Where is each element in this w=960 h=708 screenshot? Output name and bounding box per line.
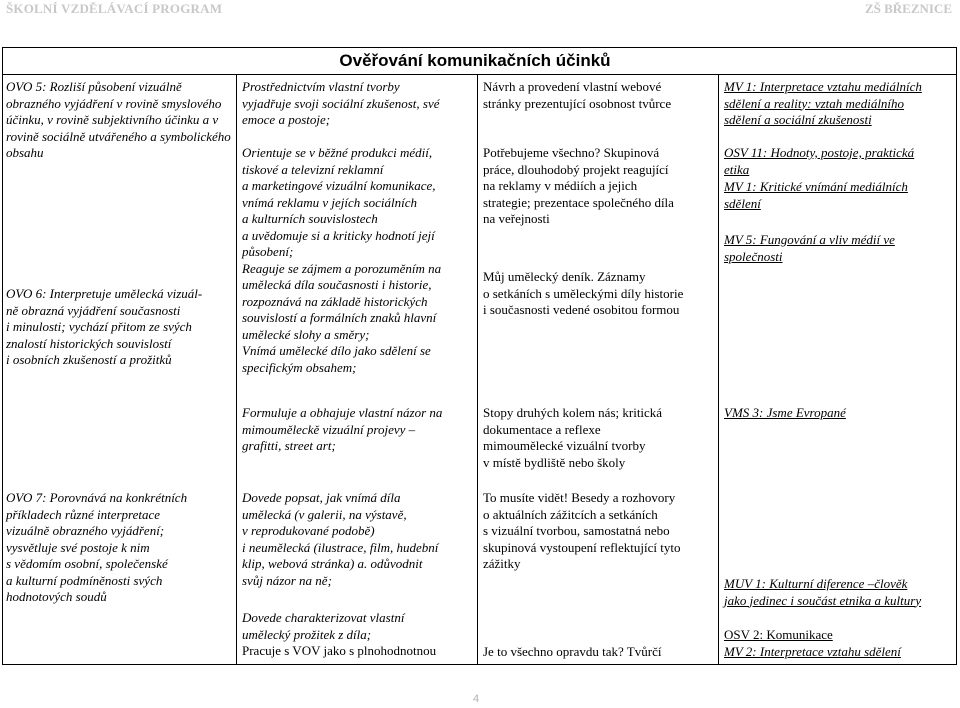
text-line: Dovede charakterizovat vlastní [242,610,405,625]
text-line: umělecké slohy a směry; [242,326,370,342]
text-line: Reaguje se zájmem a porozuměním na [242,260,442,276]
text-line: strategie; prezentace společného díla [483,194,674,210]
text-line: Vnímá umělecké dílo jako sdělení se [242,343,431,358]
text-line: a kulturních souvislostech [242,211,378,226]
activity-block [483,269,717,319]
text-line: sdělení a reality: vztah mediálního [724,95,905,111]
text-line: zážitky [483,556,521,571]
text-line: práce, dlouhodobý projekt reagující [483,161,669,177]
text-line: vizuálně obrazného vyjádření; [6,523,165,538]
text-line: i současnosti vedené osobitou formou [483,302,680,317]
text-line: v místě bydliště nebo školy [483,454,626,470]
activity-block: Je to všechno opravdu tak? Tvůrčí [483,644,662,659]
text-line: mimouměleckě vizuální projevy – [242,421,416,437]
text-line: MV 5: Fungování a vliv médií ve [724,232,895,247]
cross-topic-link[interactable]: MV 2: Interpretace vztahu sdělení [724,644,901,659]
text-line: OVO 6: Interpretuje umělecká vizuál- [6,286,203,301]
cross-topic-link[interactable] [724,179,956,212]
text-line: Prostřednictvím vlastní tvorby [242,79,400,94]
text-line: umělecký prožitek z díla; [242,626,372,642]
column-divider [718,74,719,665]
text-line: i minulosti; vychází přitom ze svých [6,319,192,334]
text-line: znalostí historických souvislostí [6,335,172,351]
title-divider [2,74,957,75]
text-line: souvislostí a formálních znaků hlavní [242,310,437,325]
column-divider [477,74,478,665]
text-line: Formuluje a obhajuje vlastní názor na [242,405,443,420]
text-line: ně obrazná vyjádření současnosti [6,302,181,318]
cross-topic-link[interactable] [724,79,956,129]
ovo7-outcome [6,490,232,606]
activity-block [483,79,717,112]
text-line: a uvědomuje si a kriticky hodnotí její [242,227,435,243]
table-title: Ověřování komunikačních účinků [339,51,611,70]
text-line: na veřejnosti [483,211,550,226]
text-line: o aktuálních zážitcích a setkáních [483,506,658,522]
expected-outcome-block [242,490,476,589]
text-line: OVO 7: Porovnává na konkrétních [6,490,188,505]
text-line: Stopy druhých kolem nás; kritická [483,405,663,420]
expected-outcome-block [242,145,476,376]
text-line: společnosti [724,248,783,264]
ovo6-outcome [6,286,232,369]
text-line: jako jedinec i součást etnika a kultury [724,592,922,608]
text-line: na reklamy v médiích a jejich [483,178,638,193]
text-line: MV 1: Interpretace vztahu mediálních [724,79,922,94]
text-line: i neumělecká (ilustrace, film, hudební [242,539,439,555]
text-line: MUV 1: Kulturní diference –člověk [724,576,908,591]
column-divider [236,74,237,665]
text-line: působení; [242,244,294,259]
text-line: Návrh a provedení vlastní webové [483,79,662,94]
header-school-program: ŠKOLNÍ VZDĚLÁVACÍ PROGRAM [6,1,223,16]
text-line: hodnotových soudů [6,589,107,604]
text-line: Pracuje s VOV jako s plnohodnotnou [242,643,437,658]
cross-topic-link[interactable] [724,145,956,178]
text-line: tiskové a televizní reklamní [242,161,384,177]
text-line: stránky prezentující osobnost tvůrce [483,95,672,111]
text-line: s vědomím osobní, společenské [6,556,168,571]
text-line: To musíte vidět! Besedy a rozhovory [483,490,676,505]
text-line: svůj názor na ně; [242,572,332,588]
text-line: grafitti, street art; [242,438,336,453]
expected-outcome-block [242,79,476,129]
text-line: skupinová vystoupení reflektující tyto [483,539,681,555]
cross-topic-link[interactable] [724,232,956,265]
text-line: etika [724,161,750,177]
text-line: Dovede popsat, jak vnímá díla [242,490,401,505]
text-line: sdělení a sociální zkušenosti [724,112,872,127]
text-line: emoce a postoje; [242,112,331,127]
text-line: a marketingové vizuální komunikace, [242,178,436,193]
text-line: vnímá reklamu v jejích sociálních [242,194,417,210]
text-line: Můj umělecký deník. Záznamy [483,269,646,284]
header-school-name: ZŠ BŘEZNICE [864,1,952,16]
cross-topic-link[interactable]: OSV 2: Komunikace [724,627,833,642]
text-line: vysvětluje své postoje k nim [6,539,150,555]
text-line: s vizuální tvorbou, samostatná nebo [483,523,670,538]
activity-block [483,145,717,228]
cross-topic-link[interactable] [724,576,956,609]
text-line: a kulturní podmíněnosti svých [6,572,163,588]
text-line: MV 1: Kritické vnímání mediálních [724,179,908,194]
cross-topic-link[interactable]: VMS 3: Jsme Evropané [724,405,846,420]
page-number: 4 [473,693,480,705]
text-line: Orientuje se v běžné produkci médií, [242,145,433,160]
text-line: i osobních zkušeností a prožitků [6,352,172,367]
expected-outcome-block [242,405,476,455]
text-line: umělecká (v galerii, na výstavě, [242,506,407,522]
text-line: vyjadřuje svoji sociální zkušenost, své [242,95,440,111]
text-line: specifickým obsahem; [242,359,357,375]
page-header [0,0,960,18]
text-line: Potřebujeme všechno? Skupinová [483,145,660,160]
text-line: klip, webová stránka) a. odůvodnit [242,556,423,571]
text-line: v reprodukované podobě) [242,523,375,538]
activity-block [483,490,717,573]
expected-outcome-block [242,610,476,660]
text-line: umělecká díla současnosti i historie, [242,277,432,292]
text-line: OSV 11: Hodnoty, postoje, praktická [724,145,915,160]
text-line: příkladech různé interpretace [6,506,161,522]
text-line: o setkáních s uměleckými díly historie [483,285,684,301]
text-line: sdělení [724,195,761,211]
ovo5-outcome: OVO 5: Rozliší působení vizuálně obrazného vyjádření v rovině smyslového účinku, v rovině subjektivního účinku a v rovině sociálně utvářeného a symbolického obsahu [6,79,231,160]
text-line: mimoumělecké vizuální tvorby [483,438,646,453]
activity-block [483,405,717,471]
text-line: rozpoznává na základě historických [242,293,428,309]
text-line: dokumentace a reflexe [483,421,601,437]
